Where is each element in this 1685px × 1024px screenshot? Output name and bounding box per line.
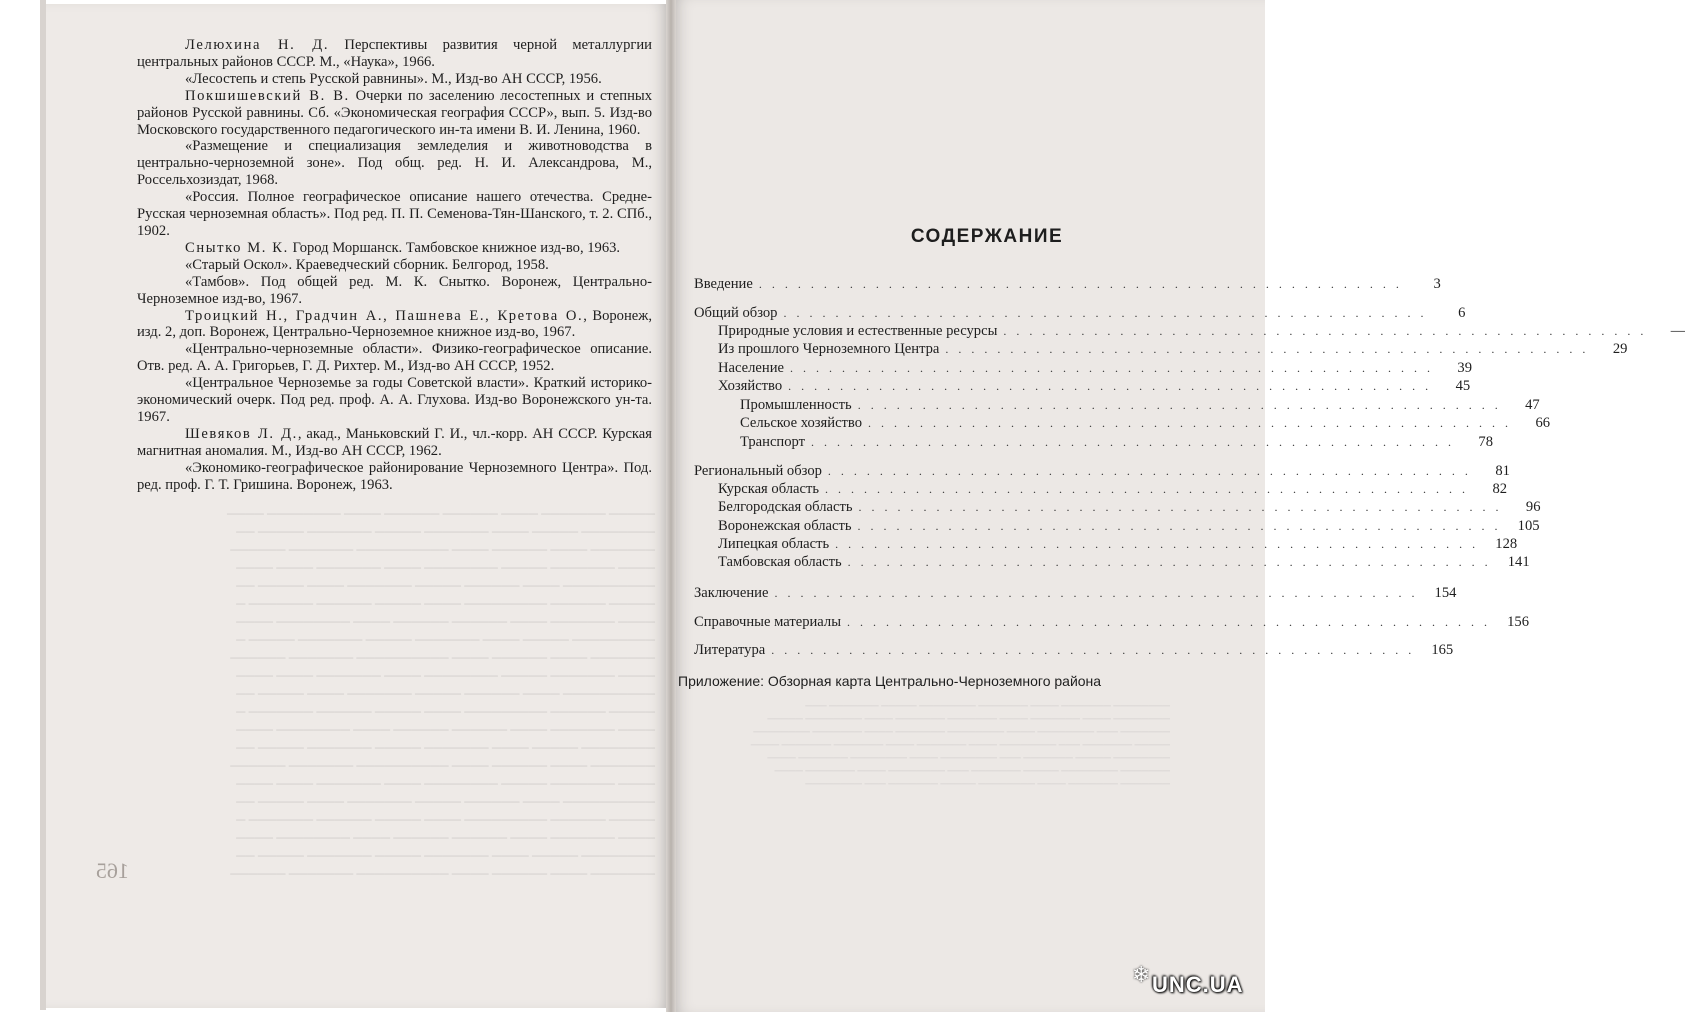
watermark-logo: UNC.UA — [1152, 972, 1244, 997]
entry-text: «Старый Оскол». Краеведческий сборник. Белгород, 1958. — [185, 256, 549, 273]
entry-author: Троицкий Н., Градчин А., Пашнева Е., Кретова О. — [185, 307, 584, 324]
toc-entry-page: 47 — [1525, 397, 1540, 413]
toc-entry-label: Хозяйство — [718, 378, 783, 394]
toc-entry-page: 81 — [1495, 463, 1510, 479]
toc-entry-label: Воронежская область — [718, 518, 852, 534]
entry-text: «Лесостепь и степь Русской равнины». М., Изд-во АН СССР, 1956. — [185, 70, 602, 87]
entry-text: «Центрально-черноземные области». Физико-географическое описание. Отв. ред. А. А. Григорьев, Г. Д. Рихтер. М., Изд-во АН СССР, 1952. — [137, 341, 652, 375]
toc-entry — [718, 481, 1508, 498]
toc-title: СОДЕРЖАНИЕ — [910, 226, 1064, 247]
toc-leader-dots: .................................................. — [783, 306, 1434, 320]
toc-entry-page: 3 — [1433, 276, 1441, 292]
toc-entry-label: Справочные материалы — [694, 614, 841, 630]
entry-author: Лелюхина Н. Д. — [185, 37, 330, 53]
toc-entry-label: Сельское хозяйство — [740, 415, 863, 431]
toc-entry-label: Литература — [694, 642, 766, 658]
toc-entry-page: 45 — [1455, 378, 1471, 394]
toc-entry-page: 105 — [1517, 518, 1540, 534]
toc-entry-page: 66 — [1535, 415, 1551, 431]
toc-entry-page: 6 — [1458, 305, 1466, 321]
toc-entry-label: Введение — [694, 276, 753, 292]
toc-entry — [694, 642, 1454, 659]
bibliography-entry — [137, 37, 652, 71]
toc-leader-dots: .................................................. — [858, 500, 1509, 514]
bibliography-entry — [137, 341, 652, 375]
bibliography-entry — [137, 460, 652, 494]
toc-entry — [718, 341, 1628, 358]
bibliography-entry — [137, 88, 652, 139]
toc-leader-dots: .................................................. — [811, 435, 1462, 449]
bibliography-entry — [137, 426, 652, 460]
toc-entry — [740, 415, 1551, 432]
entry-text: «Центральное Черноземье за годы Советской власти». Краткий историко-экономический очерк. Под ред. проф. А. А. Глухова. Изд-во Воронежского ун-та. 1967. — [137, 375, 652, 425]
toc-entry — [694, 305, 1466, 322]
toc-entry-label: Региональный обзор — [694, 463, 822, 479]
toc-leader-dots: .................................................. — [788, 379, 1439, 393]
bibliography-entry — [137, 240, 652, 257]
bibliography-entry — [137, 257, 652, 274]
toc-entry-page: 141 — [1507, 554, 1530, 570]
toc-entry — [718, 323, 1685, 340]
toc-entry-label: Общий обзор — [694, 305, 778, 321]
toc-entry-page: 96 — [1525, 499, 1541, 515]
toc-entry-page: — — [1670, 323, 1685, 339]
bibliography-list — [137, 37, 652, 493]
toc-entry-label: Тамбовская область — [718, 554, 842, 570]
entry-text: , акад., Маньковский Г. И., чл.-корр. АН СССР. Курская магнитная аномалия. М., Изд-во АН СССР, 1962. — [137, 425, 652, 459]
bibliography-entry — [137, 138, 652, 189]
entry-author: Снытко М. К. — [185, 239, 289, 256]
toc-entry — [740, 434, 1494, 451]
bibliography-entry — [137, 189, 652, 240]
toc-entry-page: 165 — [1431, 642, 1454, 658]
toc-entry-label: Заключение — [694, 585, 769, 601]
bibliography-entry — [137, 71, 652, 88]
toc-leader-dots: .................................................. — [945, 342, 1596, 356]
toc-entry — [718, 378, 1471, 395]
entry-text: , Воронеж, изд. 2, доп. Воронеж, Центрально-Черноземное книжное изд-во, 1967. — [137, 307, 652, 341]
mirrored-page-number: 165 — [96, 858, 129, 883]
toc-leader-dots: .................................................. — [827, 464, 1478, 478]
toc-entry — [694, 463, 1510, 480]
entry-author: Покшишевский В. В. — [185, 87, 350, 104]
toc-entry — [718, 554, 1530, 571]
toc-entry — [718, 499, 1541, 516]
entry-text: «Тамбов». Под общей ред. М. К. Снытко. Воронеж, Центрально-Черноземное изд-во, 1967. — [137, 273, 652, 307]
toc-entry-page: 128 — [1495, 536, 1518, 552]
entry-text: «Россия. Полное географическое описание нашего отечества. Средне-Русская черноземная область». Под ред. П. П. Семенова-Тян-Шанского, т. 2. СПб., 1902. — [137, 189, 652, 239]
bibliography-entry — [137, 375, 652, 426]
toc-entry-page: 29 — [1612, 341, 1628, 357]
toc-leader-dots: .................................................. — [825, 482, 1476, 496]
toc-entry-label: Природные условия и естественные ресурсы — [718, 323, 998, 339]
toc-leader-dots: .................................................. — [857, 519, 1508, 533]
toc-leader-dots: .................................................. — [847, 615, 1497, 629]
entry-text: Перспективы развития черной металлургии центральных районов СССР. М., «Наука», 1966. — [137, 37, 652, 70]
toc-entry-label: Из прошлого Черноземного Центра — [718, 341, 940, 357]
toc-entry-label: Курская область — [718, 481, 820, 497]
toc-leader-dots: .................................................. — [868, 416, 1519, 430]
toc-entry-label: Липецкая область — [718, 536, 830, 552]
toc-entry — [718, 518, 1540, 535]
toc-entry — [694, 585, 1457, 602]
toc-entry-page: 156 — [1507, 614, 1529, 630]
bibliography-entry — [137, 308, 652, 342]
toc-appendix: Приложение: Обзорная карта Центрально-Черноземного района — [678, 673, 1102, 689]
toc-leader-dots: .................................................. — [857, 398, 1508, 412]
toc-entry-page: 82 — [1492, 481, 1508, 497]
entry-text: Очерки по заселению лесостепных и степных районов Русской равнины. Сб. «Экономическая география СССР», вып. 5. Изд-во Московского государственного педагогического ин-та имени В. И. Ленина, 1960. — [137, 87, 652, 138]
toc-entry-page: 39 — [1457, 360, 1473, 376]
toc-entry-label: Население — [718, 360, 785, 376]
show-through-text: ──────── ─────── ──── ─────── ──────── ───── ─────── ─── ──────── ──── ─────── ──── ─────── ─────── ──── ──────── ───── ─────── ─── ──────── ──── ──────── ─────── ──── ─────── ──────── ───── ─────── ─── ──────── ──── ─────── ──── ─────── ─────── ──── ──────── ───── ─────── ─── ──────── ──── ──────── ─────── ──── ─────── ──────── ───── ─────── ─── ──────── ──── ─────── ──── ─────── ─────── ──── ──────── ───── ─────── ─── ──────── — [750, 701, 1170, 790]
toc-leader-dots: .................................................. — [1003, 324, 1654, 338]
toc-leader-dots: .................................................. — [771, 643, 1422, 657]
toc-entry-label: Промышленность — [740, 397, 852, 413]
entry-author: Шевяков Л. Д. — [185, 425, 298, 442]
show-through-text: ───── ─────── ──── ────── ────── ──── ──────── ──── ──────── ───── ──── ─────── ───── ─────── ───── ── ─────── ──── ────── ──── ────────── ─────── ────── ──── ─────── ───── ──────── ──── ─────── ──── ──── ────────── ──── ────── ───── ─────── ──── ───── ── ───── ────── ───────── ──── ───── ────── ─────── ─ ──── ─────── ──── ────── ────── ──── ──────── ──── ───────── ───── ──── ─────── ───── ─────── ───── ─ ─────── ──── ────── ──── ────────── ─────── ────── ──── ─────── ───── ──────── ──── ─────── ──── ──── ────────── ──── ────── ───── ─────── ──── ───── ── ───── ────── ───────── ──── ───── ────── ─────── ─ ──── ─────── ──── ────── ────── ──── ──────── ──── ──────── ───── ──── ─────── ───── ─────── ───── ── ─────── ──── ────── ──── ────────── ─────── ────── ──── ─────── ───── ──────── ──── ─────── ──── ──── ────────── ──── ────── ───── ─────── ──── ───── ── ───── ────── ───────── ──── ───── ────── ─────── ─ ──── ─────── ──── ────── ────── ──── ──────── ──── ──────── ───── ──── ─────── ───── ─────── ───── ── ─────── ──── ────── ──── ────────── ─────── ────── — [226, 506, 655, 881]
toc-entry — [718, 360, 1473, 377]
toc-leader-dots: .................................................. — [758, 277, 1409, 291]
bibliography-entry — [137, 274, 652, 308]
toc-entry — [694, 276, 1441, 293]
toc-entry — [740, 397, 1540, 414]
toc-entry-page: 78 — [1478, 434, 1494, 450]
toc-entry-label: Белгородская область — [718, 499, 853, 515]
entry-text: «Размещение и специализация земледелия и животноводства в центрально-черноземной зоне». Под общ. ред. Н. И. Александрова, М., Россельхозиздат, 1968. — [137, 138, 652, 189]
toc-entry-page: 154 — [1434, 585, 1457, 601]
toc-leader-dots: .................................................. — [847, 555, 1498, 569]
entry-text: «Экономико-географическое районирование Черноземного Центра». Под. ред. проф. Г. Т. Гришина. Воронеж, 1963. — [137, 459, 652, 493]
toc-entry-label: Транспорт — [740, 434, 806, 450]
book-gutter — [666, 0, 676, 1012]
toc-leader-dots: .................................................. — [835, 537, 1486, 551]
entry-text: Город Моршанск. Тамбовское книжное изд-во, 1963. — [288, 239, 621, 256]
toc-entry — [718, 536, 1518, 553]
snowflake-icon: ❄ — [1132, 962, 1151, 987]
toc-leader-dots: .................................................. — [774, 586, 1425, 600]
toc-leader-dots: .................................................. — [790, 361, 1441, 375]
toc-entry — [694, 614, 1529, 631]
